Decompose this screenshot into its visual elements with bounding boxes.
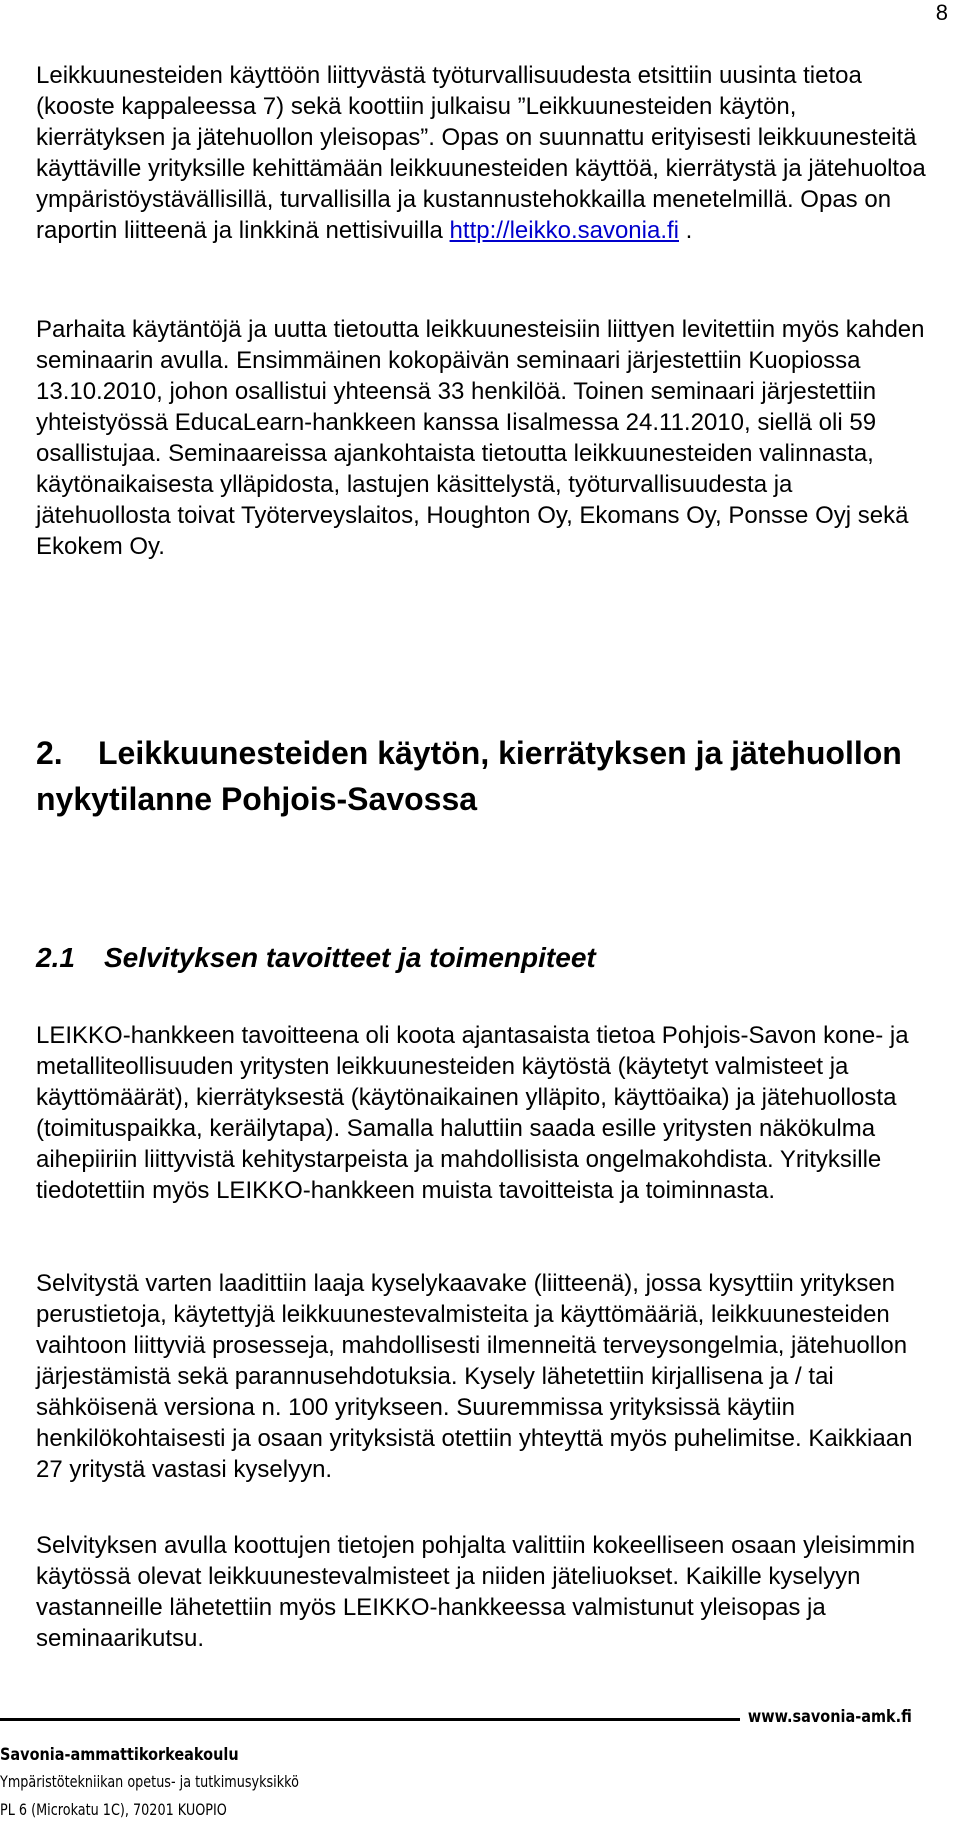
subsection-number: 2.1 — [36, 942, 75, 973]
paragraph-text: Leikkuunesteiden käyttöön liittyvästä työturvallisuudesta etsittiin uusinta tietoa (kooste kappaleessa 7) sekä koottiin julkaisu ”Leikkuunesteiden käytön, kierrätyksen ja jätehuollon yleisopas”. Opas on suunnattu erityisesti leikkuunesteitä käyttäville yrityksille kehittämään leikkuunesteiden käyttöä, kierrätystä ja jätehuoltoa ympäristöystävällisillä, turvallisilla ja kustannustehokkailla menetelmillä. Opas on raportin liitteenä ja linkkinä nettisivuilla — [36, 62, 926, 244]
paragraph-seminars: Parhaita käytäntöjä ja uutta tietoutta leikkuunesteisiin liittyen levitettiin myös kahden seminaarin avulla. Ensimmäinen kokopäivän seminaari järjestettiin Kuopiossa 13.10.2010, johon osallistui yhteensä 33 henkilöä. Toinen seminaari järjestettiin yhteistyössä EducaLearn-hankkeen kanssa Iisalmessa 24.11.2010, siellä oli 59 osallistujaa. Seminaareissa ajankohtaista tietoutta leikkuunesteiden valinnasta, käytönaikaisesta ylläpidosta, lastujen käsittelystä, työturvallisuudesta ja jätehuollosta toivat Työterveyslaitos, Houghton Oy, Ekomans Oy, Ponsse Oyj sekä Ekokem Oy. — [36, 316, 925, 560]
footer-address-block — [0, 1742, 374, 1824]
page-number: 8 — [935, 0, 948, 25]
website-link[interactable]: http://leikko.savonia.fi — [449, 217, 679, 244]
paragraph-text: . — [679, 217, 693, 244]
section-number: 2. — [36, 735, 63, 771]
paragraph-guide-publication — [36, 60, 932, 246]
subsection-title: Selvityksen tavoitteet ja toimenpiteet — [104, 942, 596, 973]
paragraph-survey-results: Selvityksen avulla koottujen tietojen pohjalta valittiin kokeelliseen osaan yleisimmin käytössä olevat leikkuunestevalmisteet ja niiden jäteliuokset. Kaikille kyselyyn vastanneille lähetettiin myös LEIKKO-hankkeessa valmistunut yleisopas ja seminaarikutsu. — [36, 1532, 916, 1652]
footer-address: PL 6 (Microkatu 1C), 70201 KUOPIO — [0, 1800, 227, 1819]
paragraph-project-goals: LEIKKO-hankkeen tavoitteena oli koota ajantasaista tietoa Pohjois-Savon kone- ja metalliteollisuuden yritysten leikkuunesteiden käytöstä (käytetyt valmisteet ja käyttömäärät), kierrätyksestä (käytönaikainen ylläpito, käyttöaika) ja jätehuollosta (toimituspaikka, keräilytapa). Samalla haluttiin saada esille yritysten näkökulma aihepiiriin liittyvistä kehitystarpeista ja mahdollisista ongelmakohdista. Yrityksille tiedotettiin myös LEIKKO-hankkeen muista tavoitteista ja toiminnasta. — [36, 1022, 909, 1204]
section-title: Leikkuunesteiden käytön, kierrätyksen ja jätehuollon nykytilanne Pohjois-Savossa — [36, 735, 902, 817]
footer-divider — [0, 1718, 740, 1721]
section-heading — [36, 730, 932, 822]
subsection-heading — [36, 940, 932, 976]
footer-organization: Savonia-ammattikorkeakoulu — [0, 1745, 239, 1765]
paragraph-survey: Selvitystä varten laadittiin laaja kyselykaavake (liitteenä), jossa kysyttiin yrityksen perustietoja, käytettyjä leikkuunestevalmisteita ja käyttömääriä, leikkuunesteiden vaihtoon liittyviä prosesseja, mahdollisesti ilmenneitä terveysongelmia, jätehuollon järjestämistä sekä parannusehdotuksia. Kysely lähetettiin kirjallisena ja / tai sähköisenä versiona n. 100 yritykseen. Suuremmissa yrityksissä käytiin henkilökohtaisesti ja osaan yrityksistä otettiin yhteyttä myös puhelimitse. Kaikkiaan 27 yritystä vastasi kyselyyn. — [36, 1270, 913, 1483]
footer-website: www.savonia-amk.fi — [748, 1707, 912, 1727]
footer-unit: Ympäristötekniikan opetus- ja tutkimusyksikkö — [0, 1772, 299, 1791]
